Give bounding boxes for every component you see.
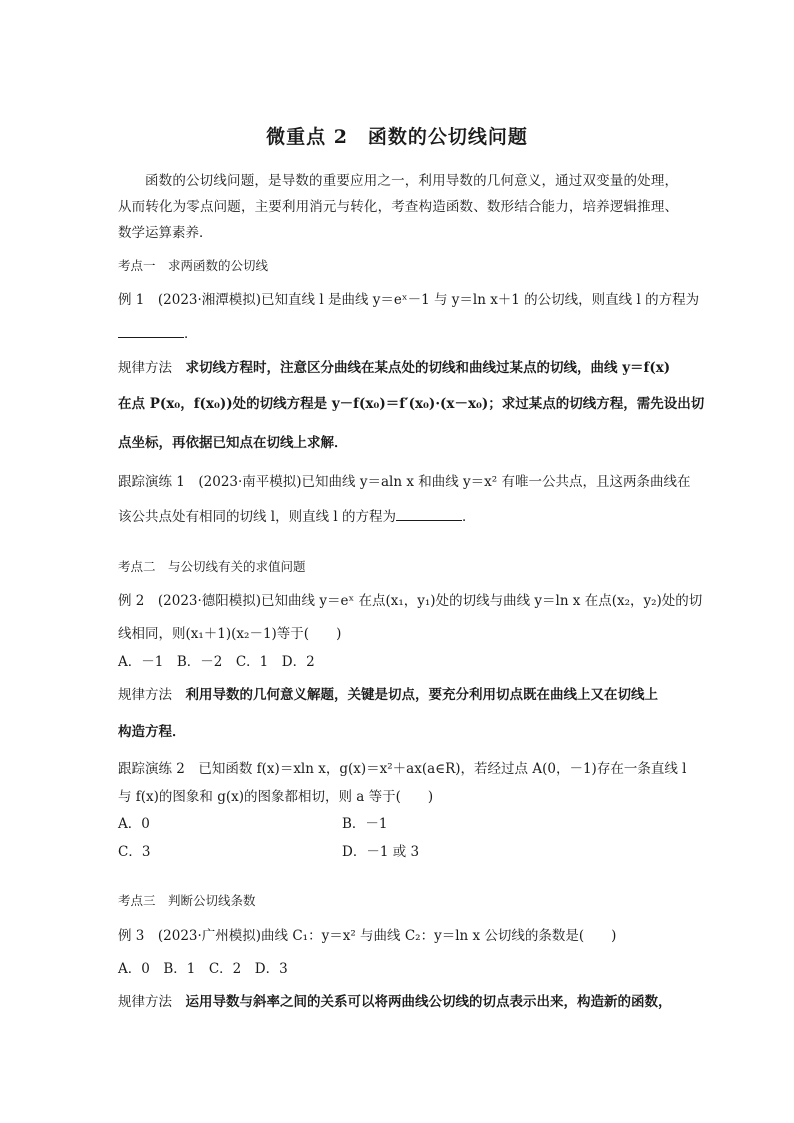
section-heading-2: 考点二 与公切线有关的求值问题: [118, 559, 306, 574]
method-1-line-2: 在点 P(x₀，f(x₀))处的切线方程是 y－f(x₀)＝f′(x₀)·(x－x₀)；求过某点的切线方程，需先设出切: [118, 396, 705, 412]
method-2-line-1: [118, 683, 658, 703]
answer-blank: [118, 325, 184, 338]
practice-1-line-2: [118, 505, 476, 525]
method-2-text-1: 利用导数的几何意义解题，关键是切点，要充分利用切点既在曲线上又在切线上: [185, 687, 658, 703]
example-3-options: A．0 B．1 C．2 D．3: [118, 961, 288, 977]
practice-2-option-c: C．3: [118, 844, 151, 860]
example-1-tail: ．: [184, 326, 198, 342]
section-heading-1: 考点一 求两函数的公切线: [118, 258, 269, 273]
example-2-options: A．－1 B．－2 C．1 D．2: [118, 654, 315, 670]
practice-2-option-d: D．－1 或 3: [342, 844, 420, 860]
example-2-line-2: 线相同，则(x₁＋1)(x₂－1)等于( ): [118, 626, 342, 642]
method-3-line-1: [118, 990, 672, 1010]
method-label: 规律方法: [118, 687, 172, 703]
method-1-text-1: 求切线方程时，注意区分曲线在某点处的切线和曲线过某点的切线，曲线 y＝f(x): [185, 360, 671, 376]
method-label: 规律方法: [118, 994, 172, 1010]
example-1-line-1: 例 1 (2023·湘潭模拟)已知直线 l 是曲线 y＝eˣ－1 与 y＝ln x＋1 的公切线，则直线 l 的方程为: [118, 292, 700, 308]
page-title: 微重点 2 函数的公切线问题: [266, 126, 528, 148]
example-2-line-1: 例 2 (2023·德阳模拟)已知曲线 y＝eˣ 在点(x₁，y₁)处的切线与曲线 y＝ln x 在点(x₂，y₂)处的切: [118, 593, 703, 609]
example-3-line-1: 例 3 (2023·广州模拟)曲线 C₁：y＝x² 与曲线 C₂：y＝ln x 公切线的条数是( ): [118, 928, 617, 944]
method-label: 规律方法: [118, 360, 172, 376]
practice-2-option-a: A．0: [118, 816, 150, 832]
practice-2-option-b: B．－1: [342, 816, 388, 832]
example-1-line-2: [118, 322, 198, 342]
practice-1-text: 该公共点处有相同的切线 l，则直线 l 的方程为: [118, 509, 397, 525]
method-1-line-1: [118, 356, 670, 376]
practice-1-tail: ．: [462, 509, 476, 525]
method-1-line-3: 点坐标，再依据已知点在切线上求解．: [118, 435, 348, 451]
section-heading-3: 考点三 判断公切线条数: [118, 893, 256, 908]
method-2-line-2: 构造方程．: [118, 724, 186, 740]
answer-blank: [396, 508, 462, 521]
practice-1-line-1: 跟踪演练 1 (2023·南平模拟)已知曲线 y＝aln x 和曲线 y＝x² 有唯一公共点，且这两条曲线在: [118, 474, 691, 490]
intro-paragraph: 函数的公切线问题，是导数的重要应用之一，利用导数的几何意义，通过双变量的处理，从而转化为零点问题，主要利用消元与转化，考查构造函数、数形结合能力，培养逻辑推理、数学运算素养．: [118, 173, 678, 241]
method-3-text-1: 运用导数与斜率之间的关系可以将两曲线公切线的切点表示出来，构造新的函数，: [185, 994, 672, 1010]
practice-2-line-2: 与 f(x)的图象和 g(x)的图象都相切，则 a 等于( ): [118, 789, 434, 805]
practice-2-line-1: 跟踪演练 2 已知函数 f(x)＝xln x，g(x)＝x²＋ax(a∈R)，若经过点 A(0，－1)存在一条直线 l: [118, 761, 687, 777]
